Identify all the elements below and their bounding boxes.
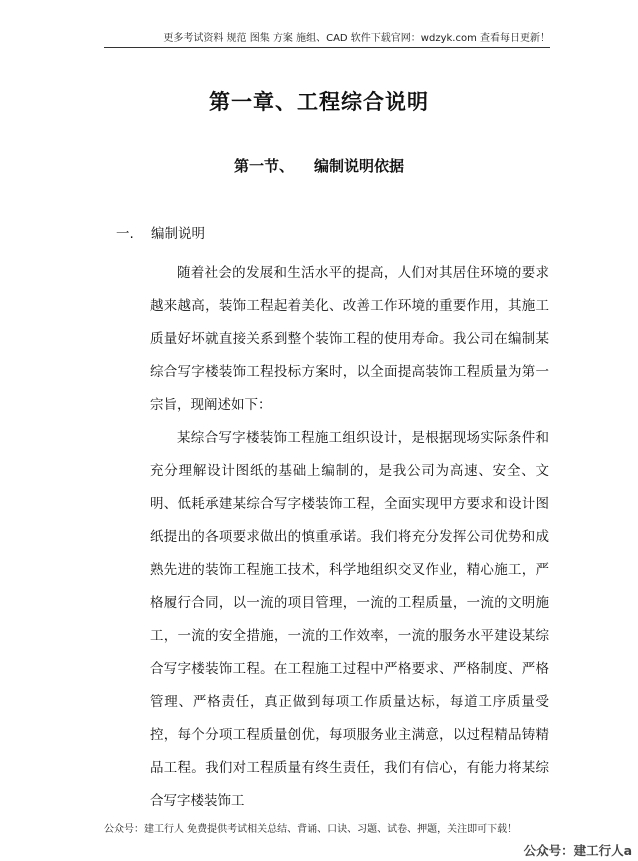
chapter-title: 第一章、工程综合说明 [209,90,429,114]
item-number: 一. [116,226,134,242]
section-title [0,154,638,178]
page-header: 更多考试资料 规范 图集 方案 施组、CAD 软件下载官网：wdzyk.com 查看每日更新！ [163,33,550,44]
body-text [150,257,549,818]
paragraph: 某综合写字楼装饰工程施工组织设计，是根据现场实际条件和充分理解设计图纸的基础上编制的，是我公司为高速、安全、文明、低耗承建某综合写字楼装饰工程，全面实现甲方要求和设计图纸提出的各项要求做出的慎重承诺。我们将充分发挥公司优势和成熟先进的装饰工程施工技术，科学地组织交叉作业，精心施工，严格履行合同，以一流的项目管理，一流的工程质量，一流的文明施工，一流的安全措施，一流的工作效率，一流的服务水平建设某综合写字楼装饰工程。在工程施工过程中严格要求、严格制度、严格管理、严格责任，真正做到每项工作质量达标，每道工序质量受控，每个分项工程质量创优，每项服务业主满意，以过程精品铸精品工程。我们对工程质量有终生责任，我们有信心，有能力将某综合写字楼装饰工 [150,430,549,809]
watermark-text: 公众号：建工行人a [523,843,632,858]
item-heading-text: 编制说明 [151,226,205,242]
header-divider [104,47,550,48]
section-number: 第一节、 [233,157,294,175]
section-title-text: 编制说明依据 [314,157,405,175]
paragraph: 随着社会的发展和生活水平的提高，人们对其居住环境的要求越来越高，装饰工程起着美化、改善工作环境的重要作用，其施工质量好坏就直接关系到整个装饰工程的使用寿命。我公司在编制某综合写字楼装饰工程投标方案时，以全面提高装饰工程质量为第一宗旨，现阐述如下： [150,265,549,413]
item-heading [116,223,205,245]
page-footer: 公众号：建工行人 免费提供考试相关总结、背诵、口诀、习题、试卷、押题，关注即可下载！ [104,824,518,835]
